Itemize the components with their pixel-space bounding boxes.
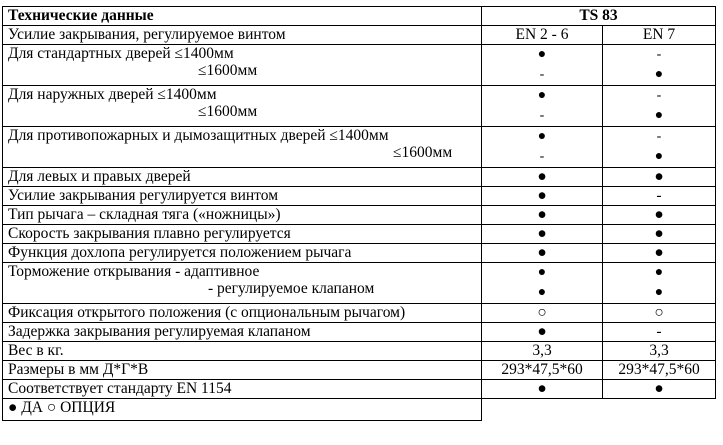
row-label-line: Фиксация открытого положения (с опциональным рычагом) xyxy=(8,304,406,321)
value-en2-6 xyxy=(482,206,603,225)
table-row xyxy=(3,45,716,86)
table-row xyxy=(3,206,716,225)
row-label xyxy=(3,168,482,187)
value-mark: ● xyxy=(537,285,547,300)
table-body xyxy=(3,7,716,421)
row-label xyxy=(3,304,482,323)
value-mark: EN 2 - 6 xyxy=(515,26,569,43)
value-mark: - xyxy=(539,108,545,123)
value-en7 xyxy=(603,127,716,168)
value-en7 xyxy=(603,361,716,380)
value-mark: ● xyxy=(654,108,664,123)
row-label-line: ≤1600мм xyxy=(198,62,258,79)
row-label-line: ≤1600мм xyxy=(198,103,258,120)
value-en2-6 xyxy=(482,380,603,399)
value-mark: ● xyxy=(654,206,664,223)
value-en7 xyxy=(603,323,716,342)
row-label xyxy=(3,380,482,399)
row-label-line: Тип рычага – складная тяга («ножницы») xyxy=(8,206,281,223)
table-row xyxy=(3,380,716,399)
value-en7 xyxy=(603,244,716,263)
table-row xyxy=(3,127,716,168)
value-mark: ● xyxy=(654,149,664,164)
value-mark: ● xyxy=(537,88,547,103)
table-row xyxy=(3,225,716,244)
value-en2-6 xyxy=(482,342,603,361)
value-mark: - xyxy=(656,88,662,103)
value-mark: ● xyxy=(537,187,547,204)
value-mark: - xyxy=(656,323,662,340)
row-label xyxy=(3,26,482,45)
value-en7 xyxy=(603,26,716,45)
table-row xyxy=(3,323,716,342)
value-mark: ● xyxy=(537,206,547,223)
value-en2-6 xyxy=(482,225,603,244)
row-label-line: Задержка закрывания регулируемая клапаном xyxy=(8,323,311,340)
value-en2-6 xyxy=(482,86,603,127)
table-title: Технические данные xyxy=(3,7,482,26)
value-en7 xyxy=(603,86,716,127)
value-mark: ● xyxy=(654,265,664,280)
table-row xyxy=(3,187,716,206)
legend: ● ДА ○ ОПЦИЯ xyxy=(3,399,482,421)
value-mark: ● xyxy=(537,323,547,340)
row-label-line: Вес в кг. xyxy=(8,342,64,359)
row-label xyxy=(3,45,482,86)
model-name: TS 83 xyxy=(482,7,716,26)
row-label-line: Скорость закрывания плавно регулируется xyxy=(8,225,291,242)
value-mark: 293*47,5*60 xyxy=(618,361,700,378)
value-en2-6 xyxy=(482,323,603,342)
value-mark: 3,3 xyxy=(532,342,552,359)
value-en2-6 xyxy=(482,361,603,380)
value-en2-6 xyxy=(482,263,603,304)
row-label-line: Усилие закрывания регулируется винтом xyxy=(8,187,279,204)
value-mark: ● xyxy=(537,47,547,62)
value-en7 xyxy=(603,168,716,187)
value-en7 xyxy=(603,380,716,399)
row-label xyxy=(3,323,482,342)
row-label xyxy=(3,206,482,225)
value-en2-6 xyxy=(482,127,603,168)
row-label-line: Размеры в мм Д*Г*В xyxy=(8,361,149,378)
value-en2-6 xyxy=(482,304,603,323)
table-row xyxy=(3,26,716,45)
table-row xyxy=(3,244,716,263)
tech-data-table xyxy=(2,6,716,421)
value-en2-6 xyxy=(482,45,603,86)
row-label xyxy=(3,342,482,361)
value-mark: - xyxy=(656,187,662,204)
row-label xyxy=(3,361,482,380)
value-mark: 293*47,5*60 xyxy=(501,361,583,378)
value-en2-6 xyxy=(482,187,603,206)
value-mark: ● xyxy=(537,129,547,144)
row-label-line: Для противопожарных и дымозащитных дверей ≤1400мм xyxy=(8,127,389,144)
value-en2-6 xyxy=(482,168,603,187)
value-mark: ● xyxy=(537,265,547,280)
value-en7 xyxy=(603,304,716,323)
row-label-line: Усилие закрывания, регулируемое винтом xyxy=(8,26,286,43)
row-label-line: Торможение открывания - адаптивное xyxy=(8,263,260,280)
value-mark: ● xyxy=(654,168,664,185)
value-mark: - xyxy=(539,67,545,82)
value-mark: - xyxy=(539,149,545,164)
table-row xyxy=(3,342,716,361)
legend-row xyxy=(3,399,716,421)
row-label xyxy=(3,187,482,206)
value-en7 xyxy=(603,342,716,361)
row-label-line: Функция дохлопа регулируется положением рычага xyxy=(8,244,352,261)
value-en7 xyxy=(603,206,716,225)
value-mark: ● xyxy=(654,380,664,397)
value-mark: ● xyxy=(537,380,547,397)
table-row xyxy=(3,304,716,323)
value-en7 xyxy=(603,225,716,244)
table-row xyxy=(3,361,716,380)
value-mark: ● xyxy=(654,67,664,82)
value-en2-6 xyxy=(482,244,603,263)
table-row xyxy=(3,168,716,187)
value-mark: ● xyxy=(654,285,664,300)
row-label xyxy=(3,127,482,168)
row-label xyxy=(3,244,482,263)
header-row xyxy=(3,7,716,26)
row-label-line: Для наружных дверей ≤1400мм xyxy=(8,86,217,103)
value-mark: 3,3 xyxy=(649,342,669,359)
table-row xyxy=(3,263,716,304)
row-label-line: - регулируемое клапаном xyxy=(208,280,375,297)
value-mark: ● xyxy=(654,225,664,242)
legend-spacer xyxy=(603,399,716,421)
row-label-line: ≤1600мм xyxy=(393,144,453,161)
value-en7 xyxy=(603,45,716,86)
value-en7 xyxy=(603,187,716,206)
value-mark: ● xyxy=(654,244,664,261)
row-label-line: Для левых и правых дверей xyxy=(8,168,191,185)
table-row xyxy=(3,86,716,127)
value-mark: ○ xyxy=(537,304,547,321)
value-mark: ● xyxy=(537,225,547,242)
value-mark: ● xyxy=(537,168,547,185)
row-label xyxy=(3,263,482,304)
value-mark: - xyxy=(656,47,662,62)
value-mark: EN 7 xyxy=(642,26,676,43)
value-en2-6 xyxy=(482,26,603,45)
row-label-line: Для стандартных дверей ≤1400мм xyxy=(8,45,234,62)
value-mark: ○ xyxy=(654,304,664,321)
row-label-line: Соответствует стандарту EN 1154 xyxy=(8,380,232,397)
value-mark: ● xyxy=(537,244,547,261)
value-en7 xyxy=(603,263,716,304)
legend-spacer xyxy=(482,399,603,421)
value-mark: - xyxy=(656,129,662,144)
row-label xyxy=(3,225,482,244)
row-label xyxy=(3,86,482,127)
